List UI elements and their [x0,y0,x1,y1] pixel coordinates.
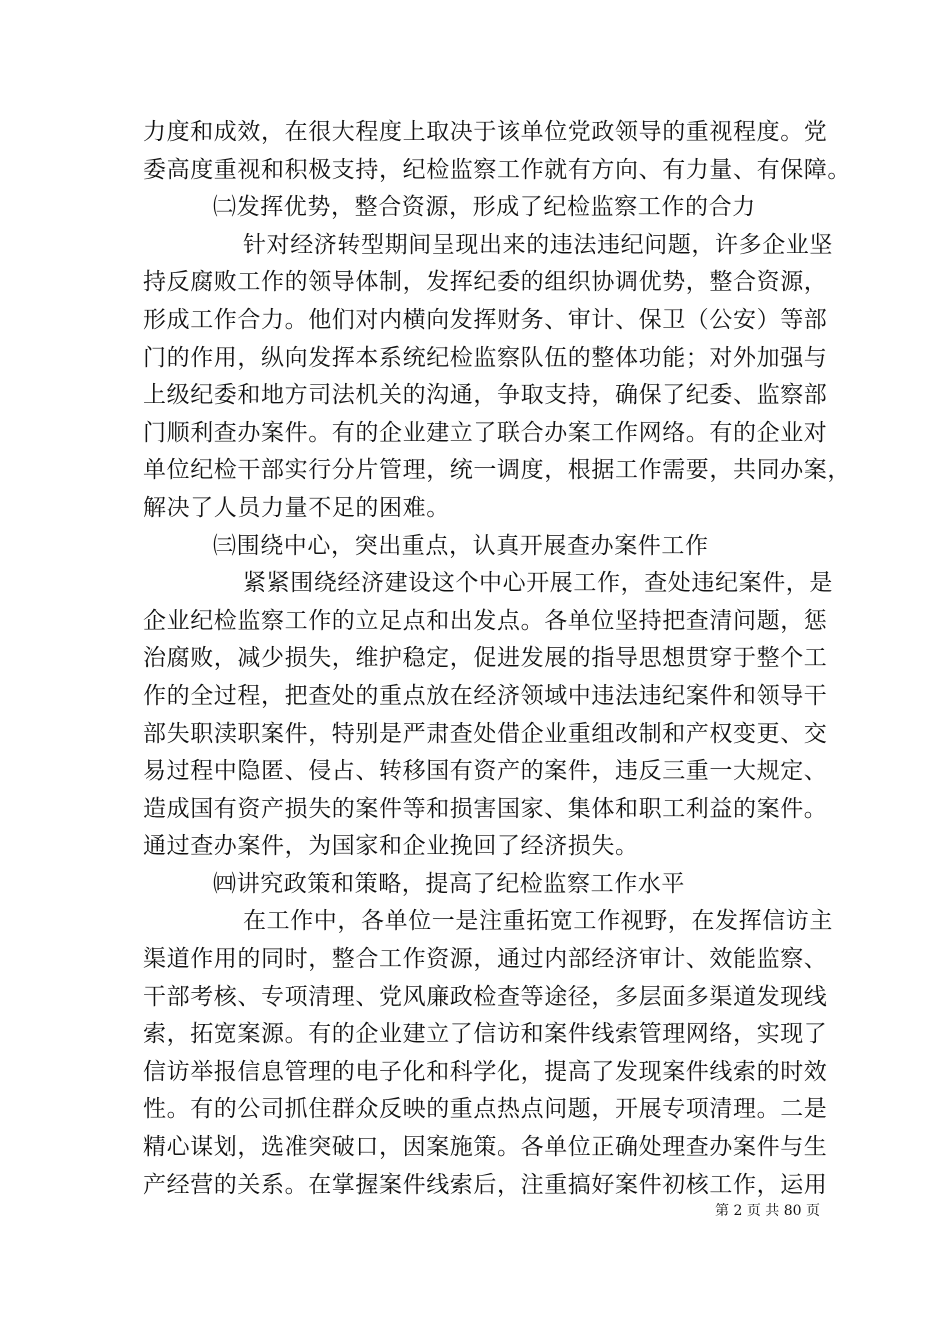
paragraph-line: 针对经济转型期间呈现出来的违法违纪问题，许多企业坚 [243,231,833,258]
paragraph-line: 治腐败，减少损失，维护稳定，促进发展的指导思想贯穿于整个工 [143,645,828,672]
paragraph-line: 门的作用，纵向发挥本系统纪检监察队伍的整体功能；对外加强与 [143,344,828,371]
paragraph-line: 上级纪委和地方司法机关的沟通，争取支持，确保了纪委、监察部 [143,382,828,409]
paragraph-line: 产经营的关系。在掌握案件线索后，注重搞好案件初核工作，运用 [143,1171,828,1198]
paragraph-line: 企业纪检监察工作的立足点和出发点。各单位坚持把查清问题，惩 [143,607,828,634]
paragraph-line: 持反腐败工作的领导体制，发挥纪委的组织协调优势，整合资源， [143,269,828,296]
section-heading: ㈡发挥优势，整合资源，形成了纪检监察工作的合力 [213,194,756,221]
paragraph-line: 作的全过程，把查处的重点放在经济领域中违法违纪案件和领导干 [143,682,828,709]
section-heading: ㈣讲究政策和策略，提高了纪检监察工作水平 [213,870,685,897]
document-body [143,114,851,1204]
paragraph-line: 部失职渎职案件，特别是严肃查处借企业重组改制和产权变更、交 [143,720,828,747]
section-heading: ㈢围绕中心，突出重点，认真开展查办案件工作 [213,532,709,559]
paragraph-line: 在工作中，各单位一是注重拓宽工作视野，在发挥信访主 [243,908,833,935]
paragraph-line: 渠道作用的同时，整合工作资源，通过内部经济审计、效能监察、 [143,946,828,973]
paragraph-line: 力度和成效，在很大程度上取决于该单位党政领导的重视程度。党 [143,119,828,145]
paragraph-line: 性。有的公司抓住群众反映的重点热点问题，开展专项清理。二是 [143,1096,828,1123]
paragraph-line: 精心谋划，选准突破口，因案施策。各单位正确处理查办案件与生 [143,1134,828,1161]
paragraph-line: 形成工作合力。他们对内横向发挥财务、审计、保卫（公安）等部 [143,306,828,333]
paragraph-line: 造成国有资产损失的案件等和损害国家、集体和职工利益的案件。 [143,795,828,822]
paragraph-line: 易过程中隐匿、侵占、转移国有资产的案件，违反三重一大规定、 [143,758,828,785]
paragraph-line: 通过查办案件，为国家和企业挽回了经济损失。 [143,833,639,860]
paragraph-line: 紧紧围绕经济建设这个中心开展工作，查处违纪案件，是 [243,570,833,597]
paragraph-line: 门顺利查办案件。有的企业建立了联合办案工作网络。有的企业对 [143,419,828,446]
paragraph-line: 干部考核、专项清理、党风廉政检查等途径，多层面多渠道发现线 [143,983,828,1010]
page-number: 第 2 页 共 80 页 [715,1203,820,1219]
paragraph-line: 委高度重视和积极支持，纪检监察工作就有方向、有力量、有保障。 [143,156,851,183]
paragraph-line: 单位纪检干部实行分片管理，统一调度，根据工作需要，共同办案， [143,457,851,484]
paragraph-line: 解决了人员力量不足的困难。 [143,494,450,521]
paragraph-line: 索，拓宽案源。有的企业建立了信访和案件线索管理网络，实现了 [143,1021,828,1048]
paragraph-line: 信访举报信息管理的电子化和科学化，提高了发现案件线索的时效 [143,1058,828,1085]
